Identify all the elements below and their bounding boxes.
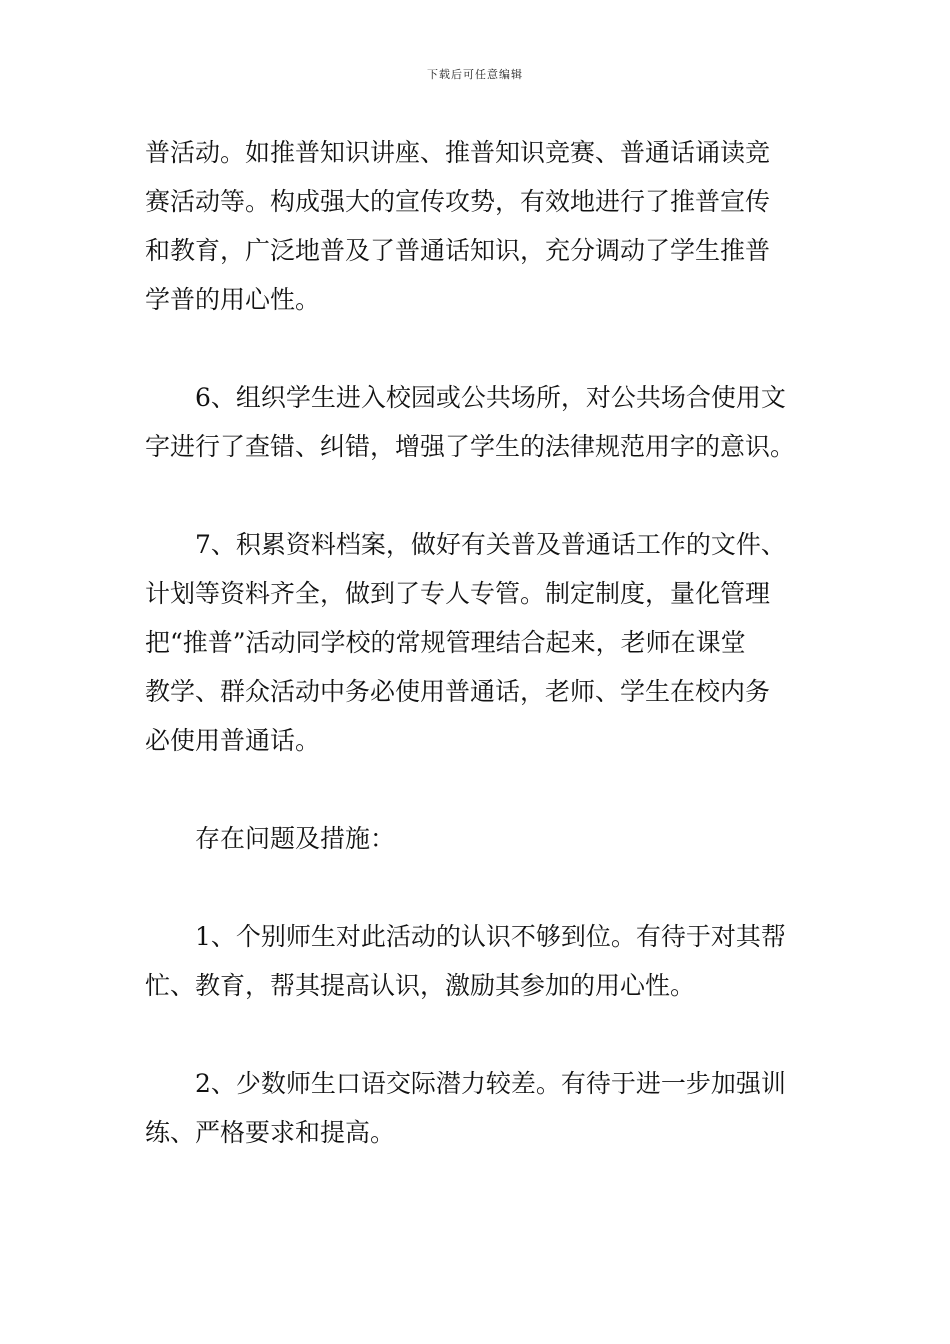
text-line: 练、严格要求和提高。 [145, 1118, 396, 1147]
text-line: 必使用普通话。 [145, 726, 321, 755]
text-line: 1、个别师生对此活动的认识不够到位。有待于对其帮 [145, 922, 786, 951]
text-line: 和教育，广泛地普及了普通话知识，充分调动了学生推普 [145, 236, 771, 265]
paragraph-spacer [145, 863, 810, 912]
text-line: 2、少数师生口语交际潜力较差。有待于进一步加强训 [145, 1069, 786, 1098]
document-body [145, 128, 810, 1157]
text-line: 6、组织学生进入校园或公共场所，对公共场合使用文 [145, 383, 786, 412]
text-line: 赛活动等。构成强大的宣传攻势，有效地进行了推普宣传 [145, 187, 771, 216]
paragraph-item-7 [145, 520, 810, 765]
paragraph-spacer [145, 324, 810, 373]
paragraph-problem-2 [145, 1059, 810, 1157]
text-line: 忙、教育，帮其提高认识，激励其参加的用心性。 [145, 971, 696, 1000]
text-line: 字进行了查错、纠错，增强了学生的法律规范用字的意识。 [145, 432, 796, 461]
paragraph-promotion-activities [145, 128, 810, 324]
text-line: 存在问题及措施： [145, 824, 396, 853]
text-line: 学普的用心性。 [145, 285, 321, 314]
text-line: 计划等资料齐全，做到了专人专管。制定制度，量化管理 [145, 579, 771, 608]
text-line: 把“推普”活动同学校的常规管理结合起来，老师在课堂 [145, 628, 746, 657]
paragraph-problem-1 [145, 912, 810, 1010]
paragraph-spacer [145, 1010, 810, 1059]
page-header: 下载后可任意编辑 [427, 68, 523, 81]
paragraph-spacer [145, 765, 810, 814]
paragraph-item-6 [145, 373, 810, 471]
text-line: 7、积累资料档案，做好有关普及普通话工作的文件、 [145, 530, 786, 559]
text-line: 教学、群众活动中务必使用普通话，老师、学生在校内务 [145, 677, 771, 706]
paragraph-spacer [145, 471, 810, 520]
text-line: 普活动。如推普知识讲座、推普知识竞赛、普通话诵读竞 [145, 138, 771, 167]
section-heading-problems [145, 814, 810, 863]
